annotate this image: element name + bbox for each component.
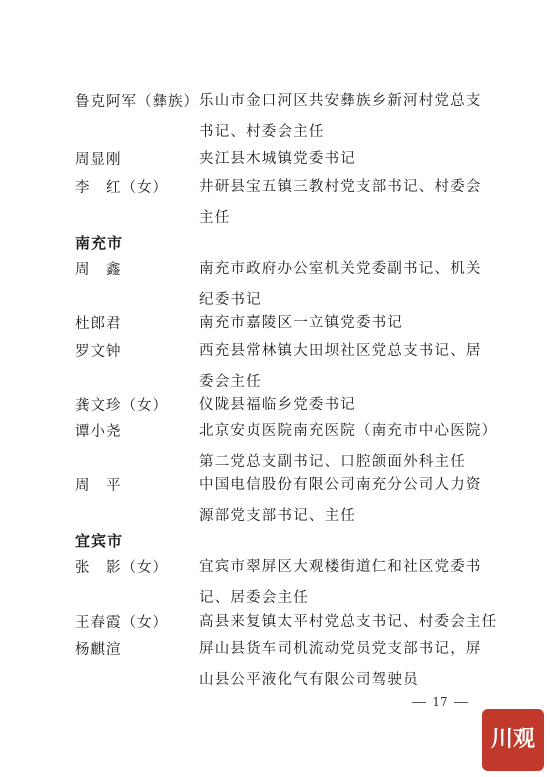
person-title: 宜宾市翠屏区大观楼街道仁和社区党委书 记、居委会主任 <box>199 559 482 606</box>
person-name: 周 平 <box>75 478 122 494</box>
person-title: 中国电信股份有限公司南充分公司人力资 源部党支部书记、主任 <box>199 477 482 524</box>
person-title: 乐山市金口河区共安彝族乡新河村党总支 书记、村委会主任 <box>199 93 482 140</box>
person-name: 周显刚 <box>75 152 122 168</box>
person-title: 夹江县木城镇党委书记 <box>199 151 356 167</box>
person-title: 南充市嘉陵区一立镇党委书记 <box>199 315 404 331</box>
section-heading: 南充市 <box>75 234 124 252</box>
person-title: 南充市政府办公室机关党委副书记、机关 纪委书记 <box>199 261 482 308</box>
person-title: 西充县常林镇大田坝社区党总支书记、居 委会主任 <box>199 343 482 390</box>
person-title: 北京安贞医院南充医院（南充市中心医院） 第二党总支副书记、口腔颌面外科主任 <box>199 423 498 470</box>
person-title: 井研县宝五镇三教村党支部书记、村委会 主任 <box>199 179 482 226</box>
person-title: 高县来复镇太平村党总支书记、村委会主任 <box>199 614 498 630</box>
section-heading: 宜宾市 <box>75 532 124 550</box>
person-name: 谭小尧 <box>75 424 122 440</box>
person-name: 杨麒渲 <box>75 642 122 658</box>
person-title: 仪陇县福临乡党委书记 <box>199 397 356 413</box>
person-name: 王春霞（女） <box>75 615 168 631</box>
person-title: 屏山县货车司机流动党员党支部书记，屏 山县公平液化气有限公司驾驶员 <box>199 641 482 688</box>
page-number: 17 <box>400 695 480 709</box>
person-name: 罗文钟 <box>75 344 122 360</box>
person-name: 张 影（女） <box>75 560 168 576</box>
person-name: 李 红（女） <box>75 180 168 196</box>
watermark-logo: 川观 <box>482 709 544 771</box>
person-name: 鲁克阿军（彝族） <box>75 94 199 110</box>
person-name: 龚文珍（女） <box>75 398 168 414</box>
person-name: 周 鑫 <box>75 262 122 278</box>
person-name: 杜郎君 <box>75 316 122 332</box>
